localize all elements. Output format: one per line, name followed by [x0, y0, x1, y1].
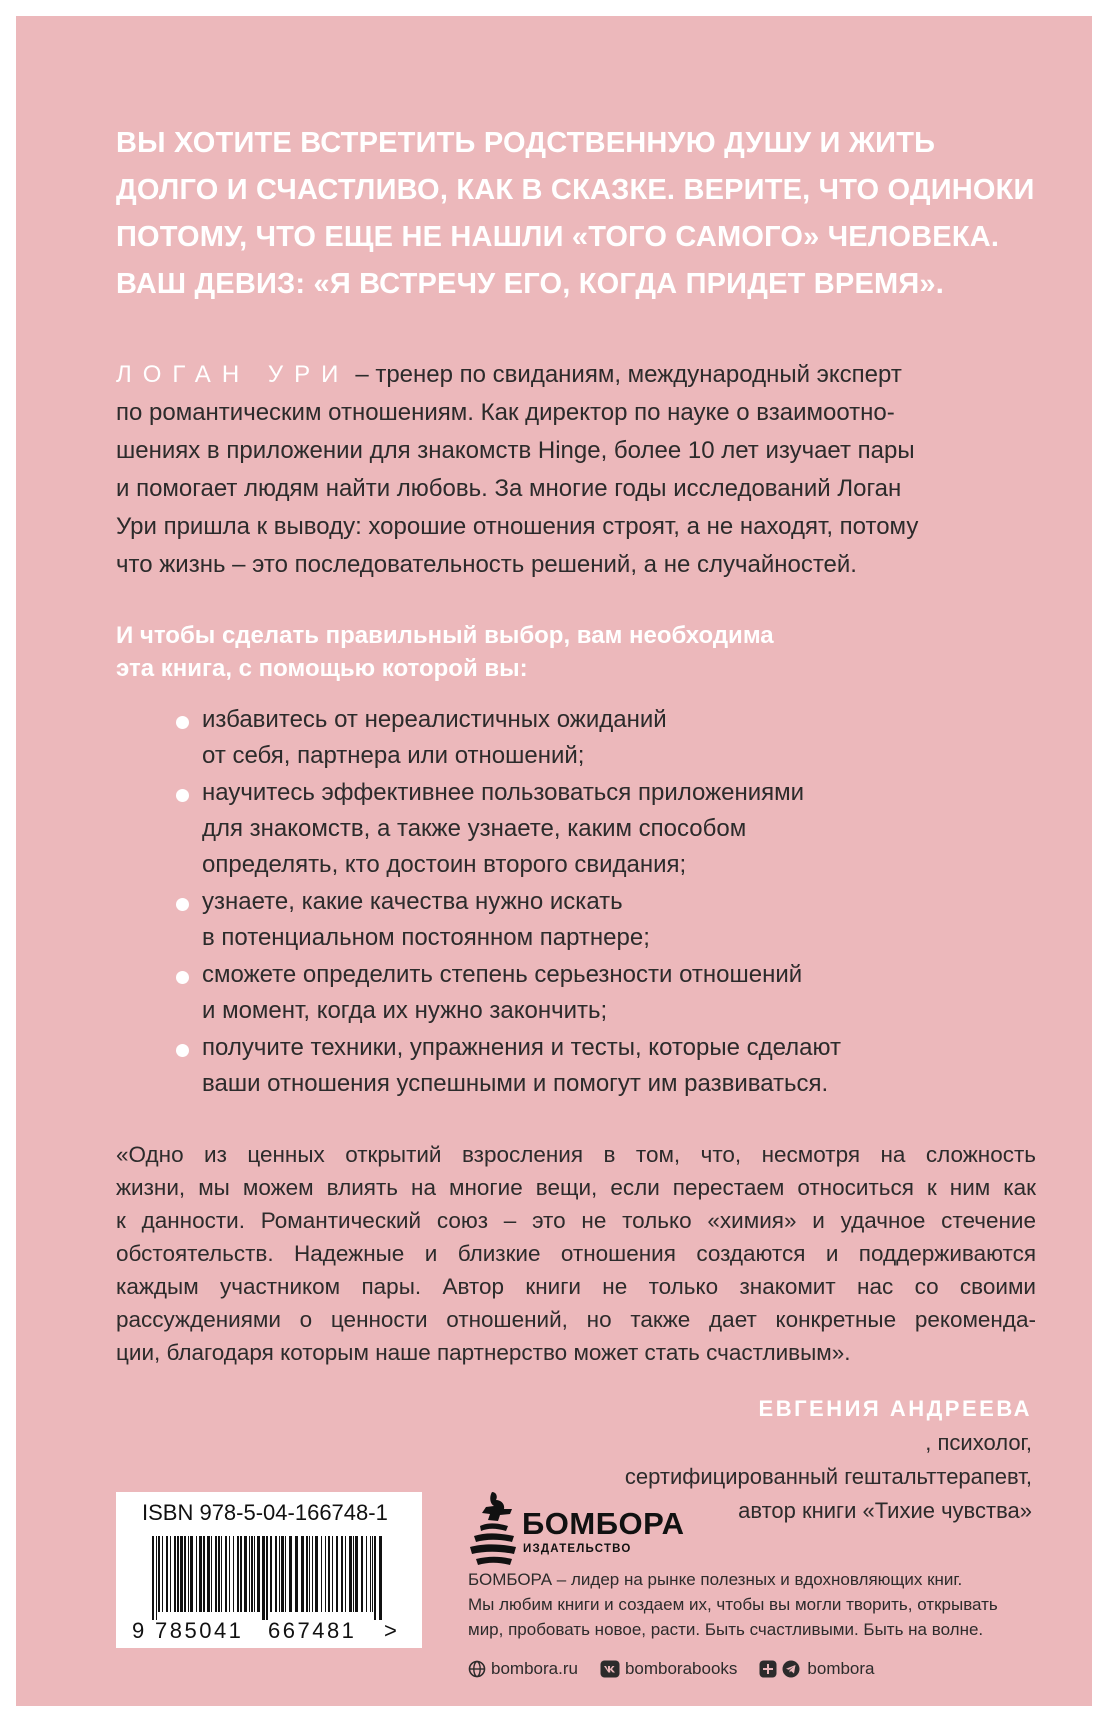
bullet-icon: [176, 789, 189, 802]
barcode-bar: [353, 1536, 354, 1612]
list-item-line: избавитесь от нереалистичных ожиданий: [202, 706, 667, 733]
list-item-line: научитесь эффективнее пользоваться приложениями: [202, 779, 805, 806]
barcode-bar: [251, 1536, 253, 1612]
barcode-bar: [158, 1536, 160, 1612]
attribution-line: автор книги «Тихие чувства»: [738, 1498, 1032, 1523]
globe-icon: [468, 1660, 486, 1678]
barcode-bar: [184, 1536, 186, 1612]
barcode-bar: [177, 1536, 179, 1612]
barcode-bar: [301, 1536, 304, 1612]
barcode-bar: [240, 1536, 242, 1612]
headline-line: ВЫ ХОТИТЕ ВСТРЕТИТЬ РОДСТВЕННУЮ ДУШУ И ЖИТЬ: [116, 127, 936, 159]
publisher-description: [468, 1567, 1068, 1642]
list-item-line: в потенциальном постоянном партнере;: [202, 924, 650, 951]
attribution-first-line: [332, 1392, 1032, 1460]
intro-line: И чтобы сделать правильный выбор, вам необходима: [116, 622, 774, 649]
barcode-digit-prefix: 9: [132, 1618, 145, 1643]
testimonial-quote: [116, 1138, 1036, 1369]
author-bio: [116, 356, 1036, 584]
barcode-bar: [281, 1536, 284, 1612]
barcode-bar: [349, 1536, 352, 1612]
barcode-bar: [249, 1536, 250, 1612]
barcode-image: [116, 1492, 422, 1648]
messenger-label: bombora: [807, 1659, 875, 1678]
barcode-bar: [156, 1536, 157, 1620]
barcode-bar: [237, 1536, 239, 1612]
barcode-bar: [196, 1536, 197, 1612]
website-label: bombora.ru: [491, 1659, 578, 1678]
barcode-bar: [275, 1536, 277, 1612]
barcode-bar: [221, 1536, 222, 1612]
barcode-bar: [328, 1536, 330, 1612]
barcode-bar: [215, 1536, 217, 1612]
barcode-bar: [345, 1536, 346, 1612]
barcode-bar: [188, 1536, 189, 1612]
barcode-bar: [174, 1536, 176, 1612]
barcode-bar: [341, 1536, 343, 1612]
barcode-panel: [116, 1492, 422, 1648]
list-item-line: ваши отношения успешными и помогут им развиваться.: [202, 1070, 829, 1097]
barcode-bar: [170, 1536, 171, 1612]
author-name: ЛОГАН УРИ: [116, 361, 350, 388]
list-item: [202, 957, 1022, 1029]
list-item: [202, 884, 1022, 956]
barcode-digit-suffix: >: [384, 1618, 397, 1643]
list-item-line: сможете определить степень серьезности отношений: [202, 961, 803, 988]
barcode-bar: [270, 1536, 272, 1612]
list-item-line: для знакомств, а также узнаете, каким способом: [202, 815, 747, 842]
isbn-number: ISBN 978-5-04-166748-1: [142, 1500, 388, 1525]
barcode-bar: [180, 1536, 183, 1612]
barcode-bar: [309, 1536, 310, 1612]
list-item-line: определять, кто достоин второго свидания;: [202, 851, 687, 878]
publisher-description-line: БОМБОРА – лидер на рынке полезных и вдохновляющих книг.: [468, 1570, 963, 1589]
barcode-bar: [225, 1536, 227, 1612]
barcode-bar: [289, 1536, 292, 1612]
barcode-bar: [257, 1536, 260, 1612]
vk-link[interactable]: [600, 1659, 737, 1679]
quote-line: к данности. Романтический союз – это не только «химия» и удачное стечение: [116, 1208, 1036, 1233]
quote-line: рассуждениями о ценности отношений, но также дает конкретные рекоменда-: [116, 1307, 1036, 1332]
barcode-bar: [229, 1536, 230, 1612]
barcode-bar: [370, 1536, 371, 1612]
barcode-bar: [285, 1536, 286, 1612]
vk-icon: [600, 1660, 620, 1678]
bullet-icon: [176, 898, 189, 911]
intro-line: эта книга, с помощью которой вы:: [116, 655, 528, 682]
attribution-name: ЕВГЕНИЯ АНДРЕЕВА: [758, 1396, 1032, 1421]
list-item: [202, 1030, 1022, 1102]
attribution-line: сертифицированный гештальттерапевт,: [624, 1464, 1032, 1489]
barcode-bar: [306, 1536, 308, 1612]
barcode-bar: [199, 1536, 202, 1612]
barcode-bar: [336, 1536, 338, 1612]
headline-line: ПОТОМУ, ЧТО ЕЩЕ НЕ НАШЛИ «ТОГО САМОГО» ЧЕЛОВЕКА.: [116, 221, 1000, 253]
barcode-bar: [244, 1536, 247, 1612]
barcode-bar: [166, 1536, 168, 1612]
vk-label: bomborabooks: [624, 1659, 738, 1678]
barcode-digit-group: 667481: [268, 1618, 357, 1643]
publisher-description-line: мир, пробовать новое, расти. Быть счастливыми. Быть на волне.: [468, 1620, 984, 1639]
barcode-bars: [152, 1536, 382, 1620]
publisher-name: БОМБОРА: [522, 1506, 685, 1541]
barcode-bar: [207, 1536, 210, 1612]
publisher-subtitle: ИЗДАТЕЛЬСТВО: [523, 1543, 632, 1555]
barcode-bar: [295, 1536, 298, 1612]
benefits-list: [202, 702, 1022, 1103]
headline-line: ВАШ ДЕВИЗ: «Я ВСТРЕЧУ ЕГО, КОГДА ПРИДЕТ ВРЕМЯ».: [116, 268, 944, 300]
barcode-bar: [372, 1536, 373, 1612]
barcode-bar: [211, 1536, 212, 1612]
quote-line: «Одно из ценных открытий взросления в том, что, несмотря на сложность: [116, 1142, 1036, 1167]
author-bio-text: – тренер по свиданиям, международный эксперт: [355, 361, 902, 388]
bullet-icon: [176, 1044, 189, 1057]
social-links: [468, 1656, 897, 1682]
website-link[interactable]: [468, 1659, 578, 1679]
barcode-bar: [262, 1536, 265, 1620]
headline-line: ДОЛГО И СЧАСТЛИВО, КАК В СКАЗКЕ. ВЕРИТЕ, ЧТО ОДИНОКИ: [116, 174, 1035, 206]
barcode-bar: [379, 1536, 382, 1620]
barcode-bar: [218, 1536, 220, 1612]
list-item: [202, 702, 1022, 774]
barcode-bar: [254, 1536, 255, 1612]
barcode-bar: [355, 1536, 358, 1612]
barcode-bar: [321, 1536, 322, 1612]
author-bio-line: шениях в приложении для знакомств Hinge, более 10 лет изучает пары: [116, 437, 915, 464]
telegram-icon: [782, 1660, 800, 1678]
plus-square-icon: [759, 1660, 777, 1678]
barcode-bar: [332, 1536, 333, 1612]
list-item-line: от себя, партнера или отношений;: [202, 742, 585, 769]
list-item-line: и момент, когда их нужно закончить;: [202, 997, 608, 1024]
barcode-bar: [361, 1536, 363, 1612]
book-back-cover: [16, 16, 1092, 1706]
bombora-logo-icon: [468, 1490, 518, 1570]
barcode-bar: [203, 1536, 205, 1612]
bullet-icon: [176, 716, 189, 729]
headline: [116, 120, 1035, 308]
barcode-digit-group: 785041: [155, 1618, 244, 1643]
messenger-links[interactable]: [759, 1659, 874, 1679]
quote-line: ции, благодаря которым наше партнерство может стать счастливым».: [116, 1340, 851, 1365]
publisher-description-line: Мы любим книги и создаем их, чтобы вы могли творить, открывать: [468, 1595, 998, 1614]
barcode-bar: [312, 1536, 313, 1612]
list-item: [202, 775, 1022, 883]
list-item-line: узнаете, какие качества нужно искать: [202, 888, 623, 915]
author-bio-first-line: [116, 356, 1036, 394]
barcode-bar: [325, 1536, 326, 1612]
author-bio-line: Ури пришла к выводу: хорошие отношения строят, а не находят, потому: [116, 513, 919, 540]
barcode-bar: [315, 1536, 318, 1612]
quote-line: каждым участником пары. Автор книги не только знакомит нас со своими: [116, 1274, 1036, 1299]
quote-line: обстоятельств. Надежные и близкие отношения создаются и поддерживаются: [116, 1241, 1036, 1266]
barcode-bar: [162, 1536, 163, 1612]
author-bio-line: и помогает людям найти любовь. За многие годы исследований Логан: [116, 475, 902, 502]
quote-line: жизни, мы можем влиять на многие вещи, если перестаем относиться к ним как: [116, 1175, 1036, 1200]
barcode-bar: [366, 1536, 367, 1612]
bullet-icon: [176, 971, 189, 984]
barcode-bar: [152, 1536, 154, 1620]
attribution-role: , психолог,: [925, 1430, 1032, 1455]
list-item-line: получите техники, упражнения и тесты, которые сделают: [202, 1034, 841, 1061]
barcode-bar: [233, 1536, 234, 1612]
author-bio-line: по романтическим отношениям. Как директор по науке о взаимоотно-: [116, 399, 895, 426]
barcode-bar: [279, 1536, 280, 1612]
author-bio-line: что жизнь – это последовательность решений, а не случайностей.: [116, 551, 857, 578]
barcode-bar: [266, 1536, 268, 1620]
barcode-bar: [374, 1536, 376, 1620]
barcode-bar: [190, 1536, 193, 1612]
benefits-intro: [116, 619, 1016, 685]
